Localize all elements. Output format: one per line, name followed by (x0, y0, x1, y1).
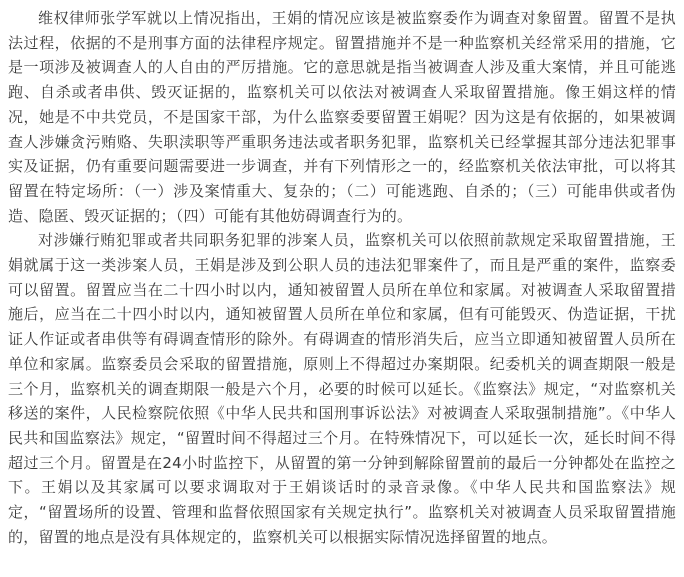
article-paragraph-2: 对涉嫌行贿犯罪或者共同职务犯罪的涉案人员，监察机关可以依照前款规定采取留置措施，王娟就属于这一类涉案人员，王娟是涉及到公职人员的违法犯罪案件了，而且是严重的案件，监察委可以留置。留置应当在二十四小时以内，通知被留置人员所在单位和家属。对被调查人采取留置措施后，应当在二十四小时以内，通知被留置人员所在单位和家属，但有可能毁灭、伪造证据，干扰证人作证或者串供等有碍调查情形的除外。有碍调查的情形消失后，应当立即通知被留置人员所在单位和家属。监察委员会采取的留置措施，原则上不得超过办案期限。纪委机关的调查期限一般是三个月，监察机关的调查期限一般是六个月，必要的时候可以延长。《监察法》规定，“对监察机关移送的案件，人民检察院依照《中华人民共和国刑事诉讼法》对被调查人采取强制措施”。《中华人民共和国监察法》规定，“留置时间不得超过三个月。在特殊情况下，可以延长一次，延长时间不得超过三个月。留置是在24小时监控下，从留置的第一分钟到解除留置前的最后一分钟都处在监控之下。王娟以及其家属可以要求调取对于王娟谈话时的录音录像。《中华人民共和国监察法》规定，“留置场所的设置、管理和监督依照国家有关规定执行”。监察机关对被调查人员采取留置措施的，留置的地点是没有具体规定的，监察机关可以根据实际情况选择留置的地点。 (8, 231, 676, 546)
article-paragraph-1: 维权律师张学军就以上情况指出，王娟的情况应该是被监察委作为调查对象留置。留置不是执法过程，依据的不是刑事方面的法律程序规定。留置措施并不是一种监察机关经常采用的措施，它是一项涉及被调查人的人自由的严厉措施。它的意思就是指当被调查人涉及重大案情，并且可能逃跑、自杀或者串供、毁灭证据的，监察机关可以依法对被调查人采取留置措施。像王娟这样的情况，她是不中共党员，不是国家干部，为什么监察委要留置王娟呢？因为这是有依据的，如果被调查人涉嫌贪污贿赂、失职渎职等严重职务违法或者职务犯罪，监察机关已经掌握其部分违法犯罪事实及证据，仍有重要问题需要进一步调查，并有下列情形之一的，经监察机关依法审批，可以将其留置在特定场所：（一）涉及案情重大、复杂的；（二）可能逃跑、自杀的；（三）可能串供或者伪造、隐匿、毁灭证据的；（四）可能有其他妨碍调查行为的。 (8, 9, 676, 225)
